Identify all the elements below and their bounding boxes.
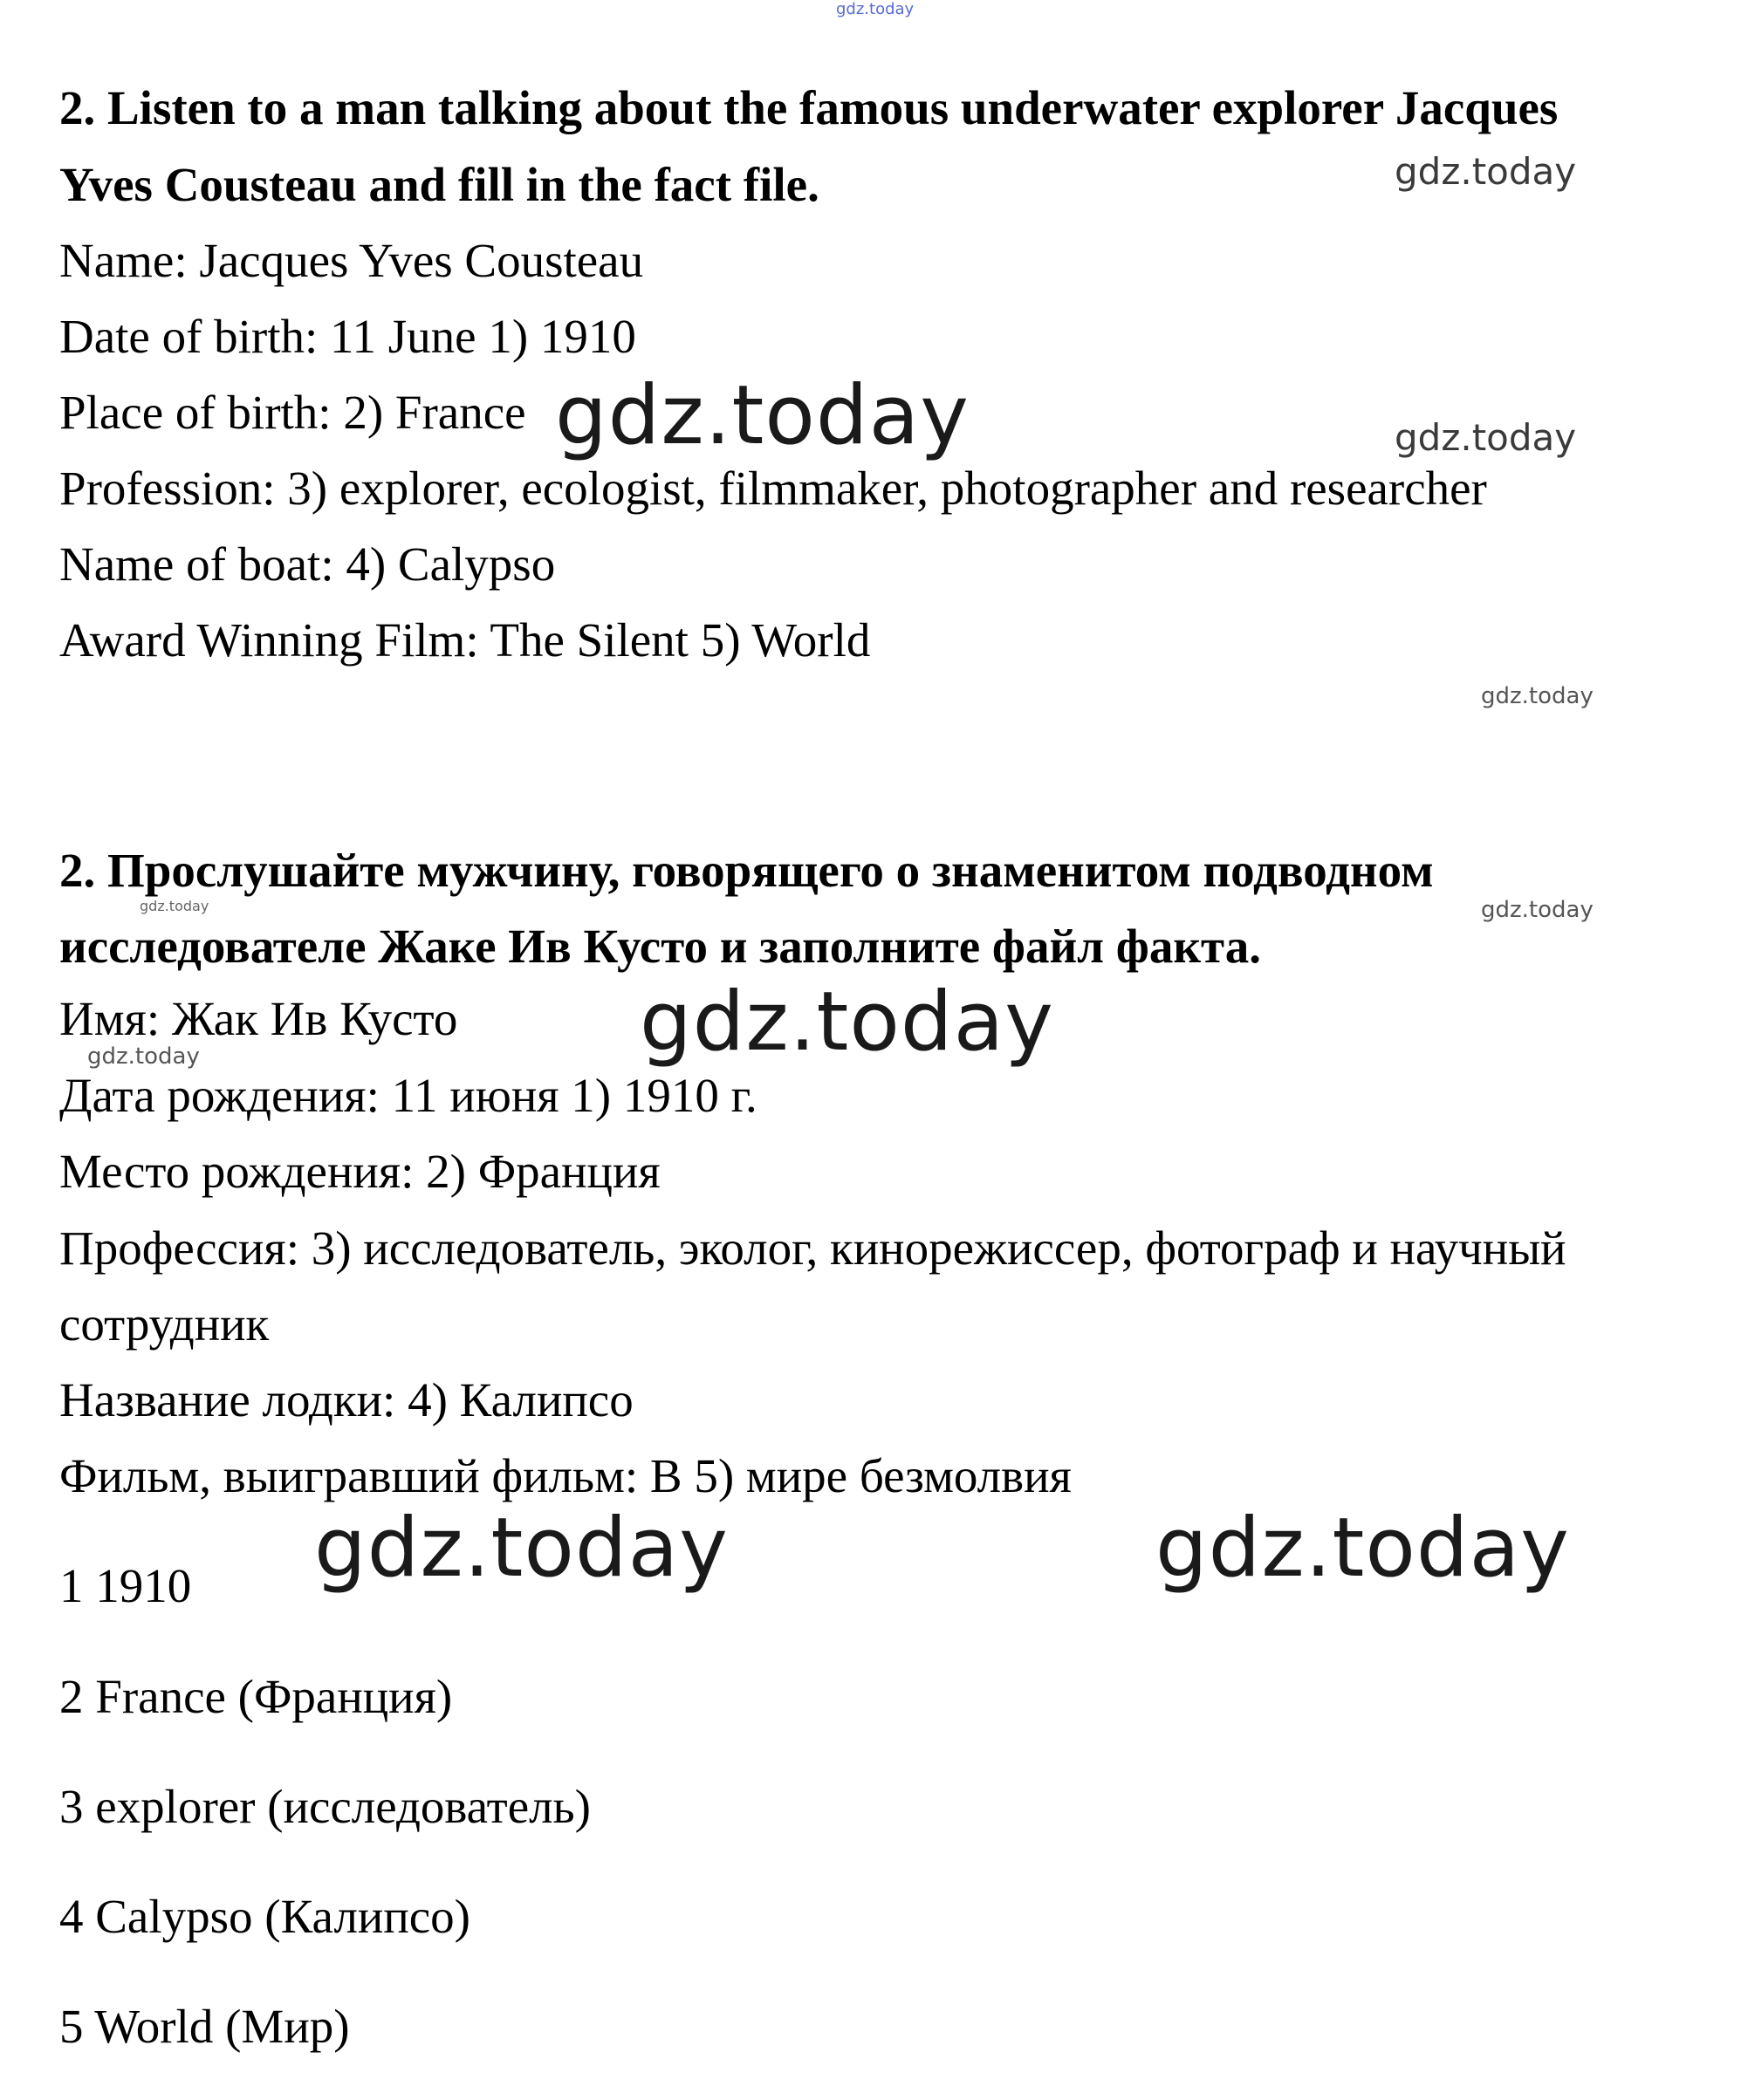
russian-fact-profession-continued: сотрудник: [59, 1297, 270, 1351]
russian-fact-boat-name: Название лодки: 4) Калипсо: [59, 1373, 634, 1426]
answer-item-3: 3 explorer (исследователь): [59, 1780, 591, 1833]
watermark-right-3: gdz.today: [1481, 683, 1594, 709]
watermark-right-1: gdz.today: [1395, 150, 1577, 193]
watermark-tiny-1: gdz.today: [140, 898, 209, 914]
answer-item-2: 2 France (Франция): [59, 1670, 453, 1723]
english-fact-name: Name: Jacques Yves Cousteau: [59, 234, 644, 287]
russian-fact-profession: Профессия: 3) исследователь, эколог, кинорежиссер, фотограф и научный: [59, 1221, 1566, 1275]
russian-fact-place-of-birth: Место рождения: 2) Франция: [59, 1145, 661, 1198]
answer-item-4: 4 Calypso (Калипсо): [59, 1890, 470, 1943]
russian-fact-award-film: Фильм, выигравший фильм: В 5) мире безмолвия: [59, 1449, 1072, 1502]
russian-task-title-line-2: исследователе Жаке Ив Кусто и заполните файл факта.: [59, 920, 1261, 973]
english-fact-place-of-birth: Place of birth: 2) France: [59, 386, 526, 439]
watermark-small-left: gdz.today: [87, 1043, 200, 1070]
english-fact-date-of-birth: Date of birth: 11 June 1) 1910: [59, 310, 636, 363]
watermark-right-4: gdz.today: [1481, 897, 1594, 923]
russian-fact-name: Имя: Жак Ив Кусто: [59, 992, 458, 1045]
watermark-large-4: gdz.today: [1155, 1501, 1570, 1596]
english-fact-profession: Profession: 3) explorer, ecologist, filmmaker, photographer and researcher: [59, 462, 1487, 515]
english-fact-boat-name: Name of boat: 4) Calypso: [59, 537, 556, 591]
watermark-large-1: gdz.today: [555, 368, 970, 463]
english-task-title-line-2: Yves Cousteau and fill in the fact file.: [59, 158, 819, 211]
answer-item-1: 1 1910: [59, 1559, 192, 1612]
watermark-large-2: gdz.today: [640, 975, 1054, 1070]
watermark-top: gdz.today: [836, 0, 915, 18]
watermark-right-2: gdz.today: [1395, 416, 1577, 459]
russian-fact-date-of-birth: Дата рождения: 11 июня 1) 1910 г.: [59, 1069, 757, 1122]
russian-task-title-line-1: 2. Прослушайте мужчину, говорящего о знаменитом подводном: [59, 844, 1434, 897]
english-fact-award-film: Award Winning Film: The Silent 5) World: [59, 613, 871, 667]
english-task-title-line-1: 2. Listen to a man talking about the famous underwater explorer Jacques: [59, 81, 1559, 134]
watermark-large-3: gdz.today: [314, 1501, 729, 1596]
answer-item-5: 5 World (Мир): [59, 2000, 350, 2053]
